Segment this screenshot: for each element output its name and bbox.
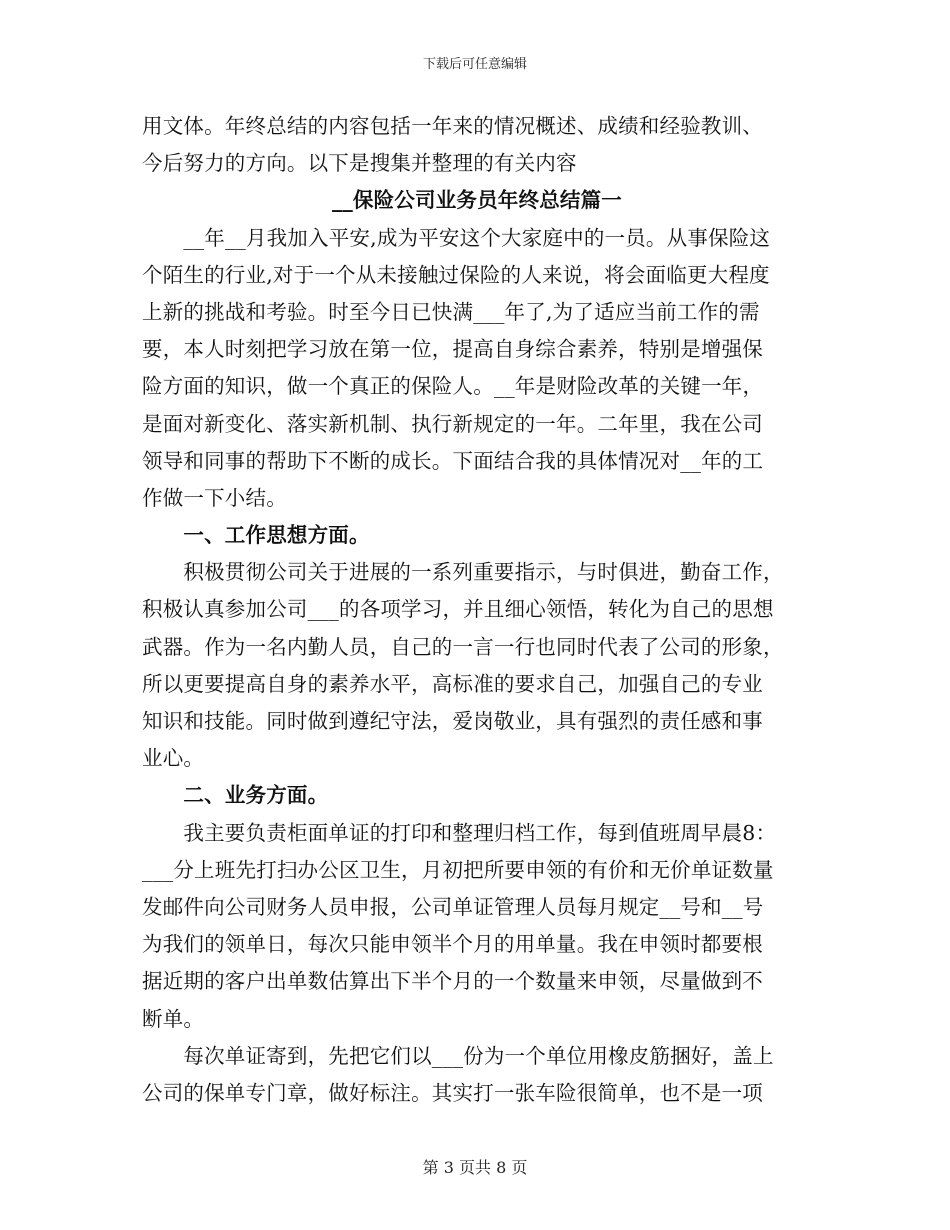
text-line: 知识和技能。同时做到遵纪守法，爱岗敬业，具有强烈的责任感和事 [142,709,763,733]
text-line: 为我们的领单日，每次只能申领半个月的用单量。我在申领时都要根 [142,932,763,957]
page-footer: 第 3 页共 8 页 [422,1158,528,1177]
text-line: 是面对新变化、落实新机制、执行新规定的一年。二年里，我在公司 [142,411,763,436]
text-line: __年__月我加入平安,成为平安这个大家庭中的一员。从事保险这 [142,225,771,250]
text-line: 作做一下小结。 [142,485,287,510]
text-line: 我主要负责柜面单证的打印和整理归档工作，每到值班周早晨8： [142,820,777,845]
text-line: 领导和同事的帮助下不断的成长。下面结合我的具体情况对__年的工 [142,448,764,473]
section-heading: 一、工作思想方面。 [142,523,370,548]
text-line: 用文体。年终总结的内容包括一年来的情况概述、成绩和经验教训、 [142,114,763,138]
text-line: 断单。 [142,1006,205,1031]
text-line: 发邮件向公司财务人员申报，公司单证管理人员每月规定__号和__号 [142,894,764,919]
text-line: 每次单证寄到，先把它们以___份为一个单位用橡皮筋捆好，盖上 [142,1043,774,1068]
text-line: 要，本人时刻把学习放在第一位，提高自身综合素养，特别是增强保 [142,337,763,362]
text-line: 业心。 [142,746,205,771]
text-line: 个陌生的行业,对于一个从未接触过保险的人来说，将会面临更大程度 [142,262,770,287]
document-body [142,108,812,1112]
text-line: 今后努力的方向。以下是搜集并整理的有关内容 [142,151,577,176]
text-line: 所以更要提高自身的素养水平，高标准的要求自己，加强自己的专业 [142,671,763,696]
section-title: __保险公司业务员年终总结篇一 [332,188,622,213]
page-header: 下载后可任意编辑 [422,57,527,72]
text-line: 公司的保单专门章，做好标注。其实打一张车险很简单，也不是一项 [142,1080,763,1105]
text-line: 据近期的客户出单数估算出下半个月的一个数量来申领，尽量做到不 [142,969,763,994]
text-line: 积极贯彻公司关于进展的一系列重要指示，与时俱进，勤奋工作， [142,560,784,585]
text-line: 武器。作为一名内勤人员，自己的一言一行也同时代表了公司的形象， [142,634,784,659]
text-line: 积极认真参加公司___的各项学习，并且细心领悟，转化为自己的思想 [142,597,774,622]
text-line: ___分上班先打扫办公区卫生，月初把所要申领的有价和无价单证数量 [142,857,774,882]
section-heading: 二、业务方面。 [142,783,329,808]
text-line: 上新的挑战和考验。时至今日已快满___年了,为了适应当前工作的需 [142,299,760,324]
text-line: 险方面的知识，做一个真正的保险人。__年是财险改革的关键一年， [142,374,764,399]
